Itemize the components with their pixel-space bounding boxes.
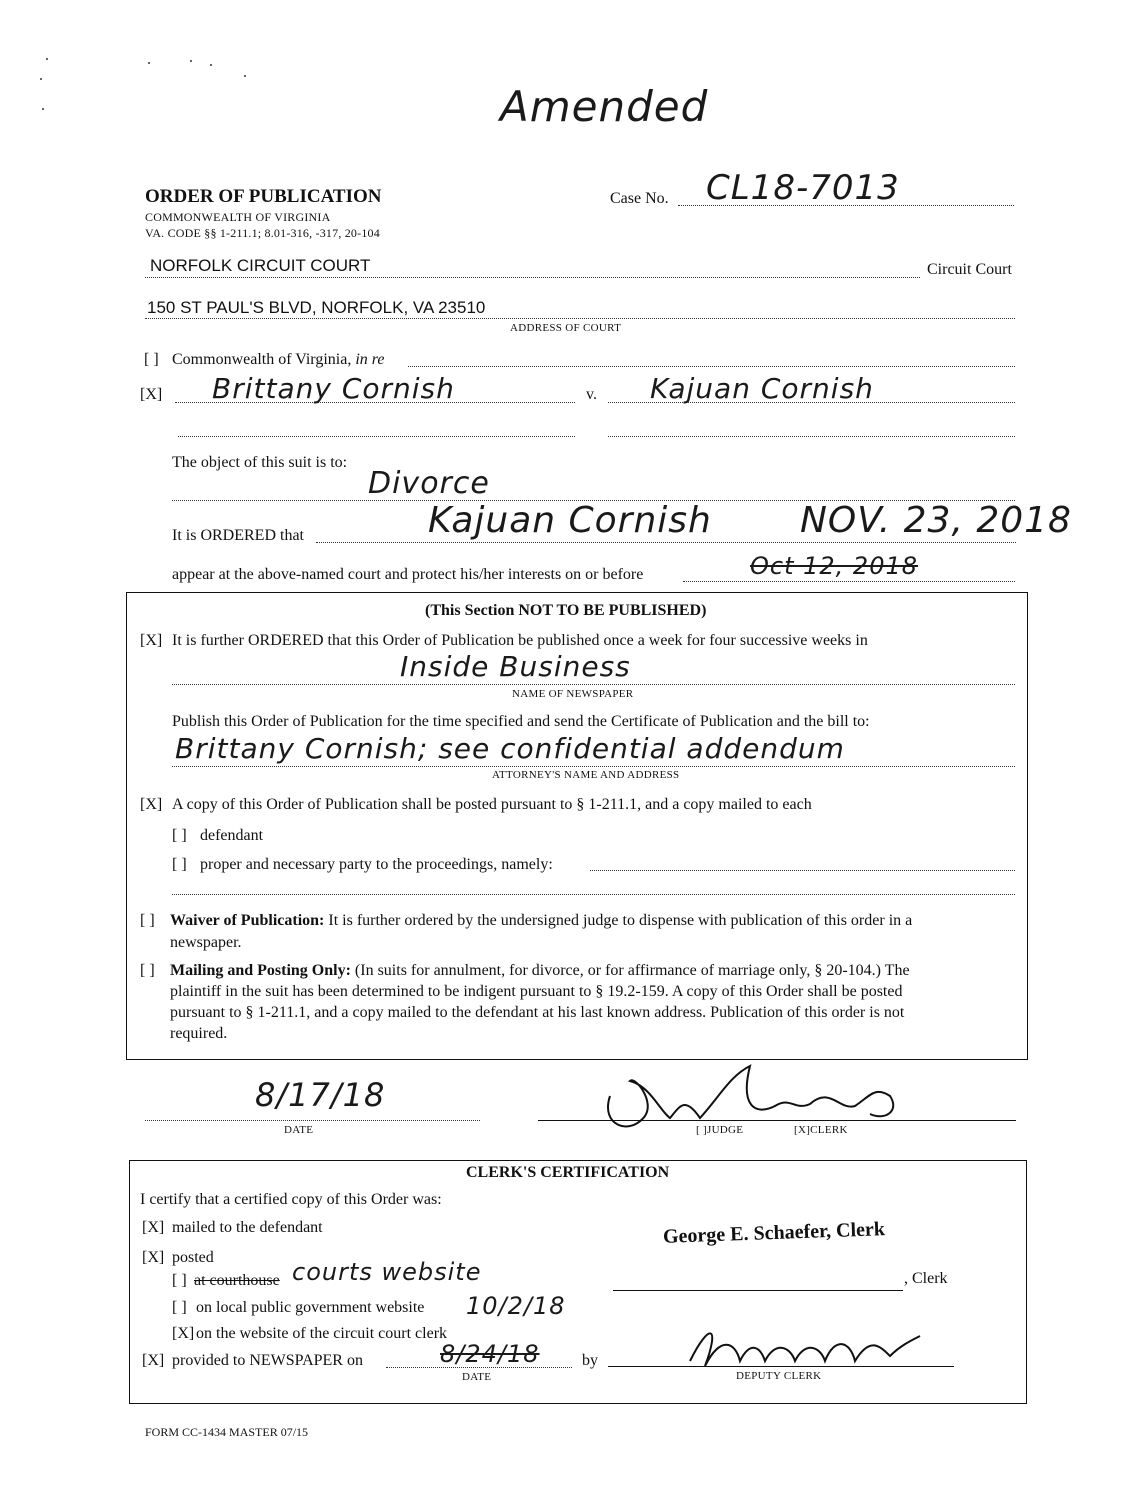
plaintiff-line-2: [178, 436, 575, 437]
publish-newspaper-checkbox[interactable]: [X]: [140, 632, 163, 649]
deputy-clerk-label: DEPUTY CLERK: [736, 1370, 822, 1382]
newspaper-provided-checkbox[interactable]: [X]: [142, 1352, 165, 1369]
posted-checkbox[interactable]: [X]: [142, 1249, 165, 1266]
scan-speck: [244, 75, 246, 77]
newspaper-date[interactable]: 8/24/18: [440, 1340, 540, 1368]
not-published-heading: (This Section NOT TO BE PUBLISHED): [425, 602, 707, 619]
court-address-line: [145, 318, 1015, 319]
mailing-posting-text-2: plaintiff in the suit has been determined to be indigent pursuant to § 19.2-159. A copy of this Order shall be posted: [170, 983, 903, 1000]
further-ordered-text: It is further ORDERED that this Order of Publication be published once a week for four successive weeks in: [172, 632, 868, 649]
mailed-label: mailed to the defendant: [172, 1219, 323, 1236]
newspaper-date-label: DATE: [462, 1371, 492, 1383]
ordered-defendant-name[interactable]: Kajuan Cornish: [428, 500, 712, 541]
amended-appearance-date[interactable]: NOV. 23, 2018: [800, 500, 1072, 541]
appear-date-line: [683, 581, 1015, 582]
mailing-posting-text-3: pursuant to § 1-211.1, and a copy mailed to the defendant at his last known address. Publication of this order is not: [170, 1004, 905, 1021]
commonwealth-label: COMMONWEALTH OF VIRGINIA: [145, 210, 331, 224]
scan-speck: [148, 62, 150, 64]
scan-speck: [210, 64, 212, 66]
local-website-checkbox[interactable]: [ ]: [172, 1299, 187, 1316]
posted-label: posted: [172, 1249, 214, 1266]
appear-label: appear at the above-named court and protect his/her interests on or before: [172, 566, 644, 583]
attorney-line: [172, 766, 1015, 767]
court-address[interactable]: 150 ST PAUL'S BLVD, NORFOLK, VA 23510: [147, 298, 486, 317]
newspaper-provided-label: provided to NEWSPAPER on: [172, 1352, 363, 1369]
clerk-suffix: , Clerk: [904, 1270, 948, 1287]
newspaper-name-label: NAME OF NEWSPAPER: [512, 688, 634, 700]
clerk-name-line: [613, 1290, 903, 1291]
form-number: FORM CC-1434 MASTER 07/15: [145, 1425, 309, 1439]
scan-speck: [190, 60, 192, 62]
copy-posted-text: A copy of this Order of Publication shall be posted pursuant to § 1-211.1, and a copy mailed to each: [172, 796, 812, 813]
mailed-checkbox[interactable]: [X]: [142, 1219, 165, 1236]
waiver-text-2: newspaper.: [170, 934, 242, 951]
judge-option[interactable]: [ ]JUDGE: [696, 1124, 744, 1136]
attorney-name-address[interactable]: Brittany Cornish; see confidential addendum: [175, 732, 845, 765]
case-number-value[interactable]: CL18-7013: [706, 168, 900, 208]
in-re-line: [408, 366, 1015, 367]
deputy-clerk-signature: [680, 1316, 930, 1376]
signature-date[interactable]: 8/17/18: [255, 1076, 386, 1114]
signature-line: [538, 1120, 1016, 1121]
newspaper-name[interactable]: Inside Business: [400, 650, 631, 683]
defendant-line-2: [608, 436, 1015, 437]
posted-mailed-checkbox[interactable]: [X]: [140, 796, 163, 813]
signature-date-label: DATE: [284, 1124, 314, 1136]
defendant-name[interactable]: Kajuan Cornish: [650, 372, 874, 405]
waiver-text: Waiver of Publication: It is further ordered by the undersigned judge to dispense with publication of this order in a: [170, 912, 913, 929]
defendant-checkbox[interactable]: [ ]: [172, 827, 187, 844]
object-label: The object of this suit is to:: [172, 454, 348, 471]
proper-party-line-2: [172, 894, 1015, 895]
courthouse-label: at courthouse: [194, 1272, 280, 1289]
commonwealth-checkbox[interactable]: [ ]: [144, 351, 159, 368]
newspaper-line: [172, 684, 1015, 685]
by-label: by: [582, 1352, 598, 1369]
circuit-court-website-label: on the website of the circuit court clerk: [196, 1325, 448, 1342]
address-of-court-label: ADDRESS OF COURT: [510, 322, 622, 334]
courthouse-checkbox[interactable]: [ ]: [172, 1272, 187, 1289]
proper-party-line: [590, 870, 1015, 871]
certification-intro: I certify that a certified copy of this Order was:: [140, 1191, 442, 1208]
amended-annotation: Amended: [500, 82, 709, 131]
scan-speck: [46, 58, 48, 60]
original-appearance-date: Oct 12, 2018: [750, 552, 918, 580]
ordered-label: It is ORDERED that: [172, 527, 304, 544]
waiver-checkbox[interactable]: [ ]: [140, 912, 155, 929]
versus-label: v.: [586, 386, 597, 403]
statute-citation: VA. CODE §§ 1-211.1; 8.01-316, -317, 20-104: [145, 226, 380, 240]
ordered-line: [316, 542, 1016, 543]
scan-speck: [42, 108, 44, 110]
signature-date-line: [145, 1120, 480, 1121]
commonwealth-in-re-label: Commonwealth of Virginia, in re: [172, 351, 385, 368]
deputy-clerk-line: [608, 1366, 954, 1367]
mailing-posting-text: Mailing and Posting Only: (In suits for annulment, for divorce, or for affirmance of marriage only, § 20-104.) The: [170, 962, 910, 979]
attorney-label: ATTORNEY'S NAME AND ADDRESS: [492, 769, 680, 781]
proper-party-checkbox[interactable]: [ ]: [172, 856, 187, 873]
defendant-option-label: defendant: [200, 827, 264, 844]
posted-date[interactable]: 10/2/18: [466, 1292, 566, 1320]
plaintiff-name[interactable]: Brittany Cornish: [212, 372, 455, 405]
judge-clerk-signature: [590, 1056, 920, 1136]
scan-speck: [40, 78, 42, 80]
mailing-posting-checkbox[interactable]: [ ]: [140, 962, 155, 979]
clerk-option[interactable]: [X]CLERK: [794, 1124, 848, 1136]
object-value[interactable]: Divorce: [368, 466, 490, 501]
circuit-court-website-checkbox[interactable]: [X]: [172, 1325, 195, 1342]
publish-instructions-text: Publish this Order of Publication for the time specified and send the Certificate of Publication and the bill to:: [172, 713, 870, 730]
case-number-label: Case No.: [610, 190, 669, 207]
versus-checkbox[interactable]: [X]: [140, 386, 163, 403]
local-website-label: on local public government website: [196, 1299, 425, 1316]
courthouse-handwritten: courts website: [292, 1258, 482, 1286]
proper-party-label: proper and necessary party to the proceedings, namely:: [200, 856, 553, 873]
form-title: ORDER OF PUBLICATION: [145, 186, 382, 207]
clerk-certification-heading: CLERK'S CERTIFICATION: [466, 1164, 670, 1181]
mailing-posting-text-4: required.: [170, 1025, 228, 1042]
circuit-court-suffix: Circuit Court: [927, 261, 1012, 278]
clerk-name-stamp: George E. Schaefer, Clerk: [662, 1218, 886, 1248]
court-name[interactable]: NORFOLK CIRCUIT COURT: [150, 256, 371, 275]
court-name-line: [145, 277, 920, 278]
